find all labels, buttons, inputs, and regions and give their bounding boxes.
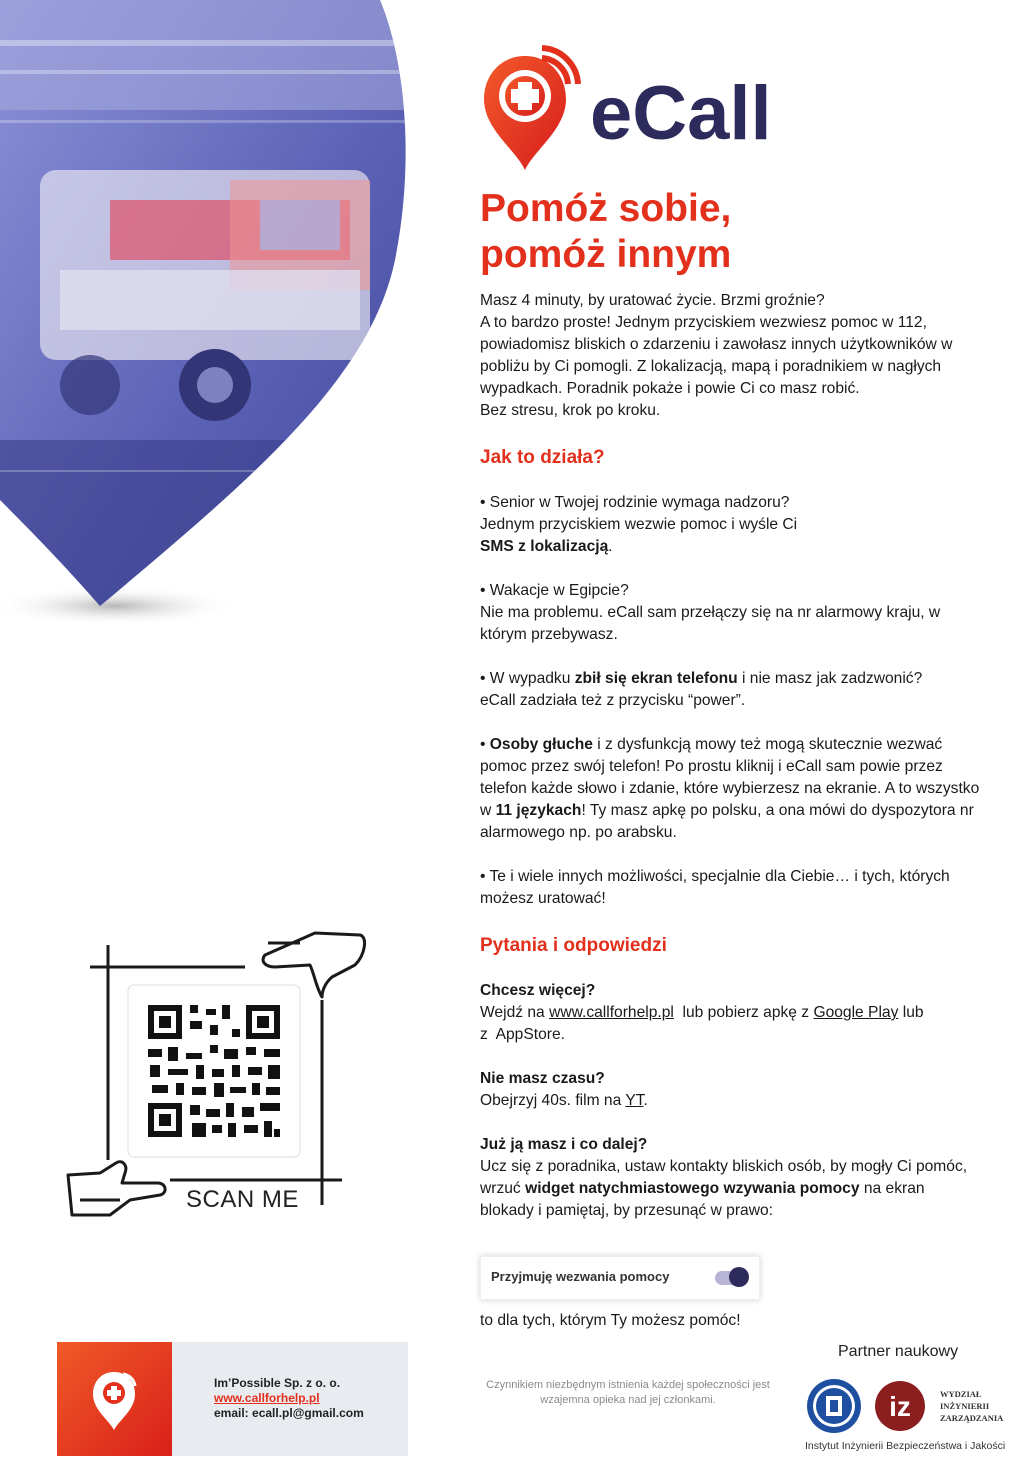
logo-text: eCall	[590, 71, 772, 156]
iz-mark-text: iz	[889, 1391, 911, 1422]
how-p1-c: SMS z lokalizacją.	[480, 538, 613, 555]
iz-logo	[874, 1380, 932, 1432]
faq-heading: Pytania i odpowiedzi	[480, 935, 667, 956]
help-widget	[480, 1256, 760, 1300]
headline	[480, 186, 1000, 278]
footer-logo-block	[57, 1342, 172, 1456]
widget-label: Przyjmuję wezwania pomocy	[491, 1269, 670, 1284]
company-website-link[interactable]: www.callforhelp.pl	[214, 1391, 320, 1405]
institute-name: Instytut Inżynierii Bezpieczeństwa i Jakości	[805, 1440, 1006, 1452]
headline-line-2: pomóż innym	[480, 233, 732, 276]
faculty-name: WYDZIAŁ INŻYNIERII ZARZĄDZANIA	[940, 1389, 1004, 1423]
hand-pointing-right-icon	[68, 1162, 165, 1215]
how-p4: • Osoby głuche i z dysfunkcją mowy też mogą skutecznie wezwać pomoc przez swój telefon! Po prostu kliknij i eCall sam powie przez telefon każde słowo i zdanie, które wybierzesz na ekranie. A to wszystko w 11 językach! Ty masz apkę po polsku, a ona mówi do dyspozytora nr alarmowego np. po arabsku.	[480, 736, 980, 841]
faq-q1: Chcesz więcej?	[480, 982, 596, 999]
main-column	[480, 290, 980, 1222]
faq-q3: Już ją masz i co dalej?	[480, 1136, 648, 1153]
company-email: email: ecall.pl@gmail.com	[214, 1406, 364, 1420]
faq-a1-line2: z AppStore.	[480, 1026, 565, 1043]
website-link[interactable]: www.callforhelp.pl	[549, 1004, 674, 1021]
yt-link[interactable]: YT	[625, 1092, 644, 1109]
how-p2-a: • Wakacje w Egipcie?	[480, 582, 629, 599]
intro-line-2: A to bardzo proste! Jednym przyciskiem wezwiesz pomoc w 112, powiadomisz bliskich o zdarzeniu i zawołasz innych użytkowników w pobliżu by Ci pomogli. Z lokalizacją, mapą i poradnikiem w nagłych wypadkach. Poradnik pokaże i powie Ci co masz robić.	[480, 314, 953, 397]
intro-line-1: Masz 4 minuty, by uratować życie. Brzmi groźnie?	[480, 292, 825, 309]
how-p1-a: • Senior w Twojej rodzinie wymaga nadzoru?	[480, 494, 790, 511]
company-info	[214, 1376, 364, 1421]
how-p3-b: eCall zadziała też z przycisku “power”.	[480, 692, 746, 709]
university-seal-icon	[806, 1378, 862, 1434]
intro-line-3: Bez stresu, krok po kroku.	[480, 402, 661, 419]
how-p1-b: Jednym przyciskiem wezwie pomoc i wyśle Ci	[480, 516, 798, 533]
faq-a2: Obejrzyj 40s. film na YT.	[480, 1092, 648, 1109]
qr-frame	[60, 925, 380, 1225]
how-p3: • W wypadku zbił się ekran telefonu i nie masz jak zadzwonić?	[480, 670, 923, 687]
how-p2-b: Nie ma problemu. eCall sam przełączy się na nr alarmowy kraju, w którym przebywasz.	[480, 604, 941, 643]
faq-a1: Wejdź na www.callforhelp.pl lub pobierz apkę z Google Play lub	[480, 1004, 924, 1021]
faq-q2: Nie masz czasu?	[480, 1070, 605, 1087]
motto: Czynnikiem niezbędnym istnienia każdej społeczności jest wzajemna opieka nad jej członkami.	[486, 1379, 770, 1406]
partner-label: Partner naukowy	[838, 1343, 959, 1360]
faq-a3: Ucz się z poradnika, ustaw kontakty bliskich osób, by mogły Ci pomóc, wrzuć widget natychmiastowego wzywania pomocy na ekran blokady i pamiętaj, by przesunąć w prawo:	[480, 1158, 968, 1219]
closing-line: to dla tych, którym Ty możesz pomóc!	[480, 1312, 741, 1329]
ecall-pin-icon	[57, 1342, 172, 1456]
headline-line-1: Pomóż sobie,	[480, 187, 732, 230]
company-name: Im’Possible Sp. z o. o.	[214, 1376, 341, 1390]
how-p5: • Te i wiele innych możliwości, specjalnie dla Ciebie… i tych, których możesz uratować!	[480, 868, 950, 907]
how-it-works-heading: Jak to działa?	[480, 447, 605, 468]
ecall-logo	[480, 44, 810, 174]
toggle-knob[interactable]	[729, 1267, 749, 1287]
scan-me-label: SCAN ME	[186, 1186, 299, 1213]
google-play-link[interactable]: Google Play	[813, 1004, 899, 1021]
hero-image	[0, 0, 410, 640]
